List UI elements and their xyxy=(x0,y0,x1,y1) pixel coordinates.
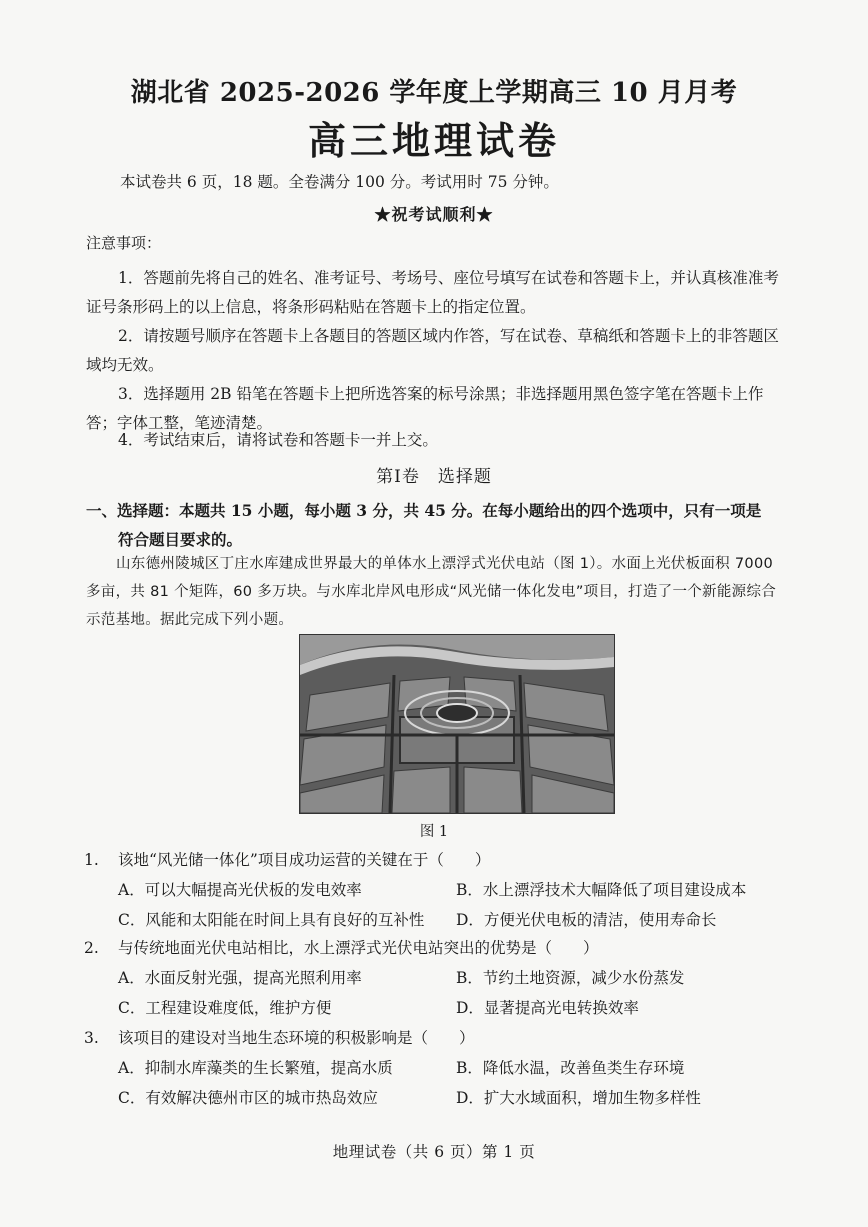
part-instructions-line2: 符合题目要求的。 xyxy=(118,530,243,549)
question-intro: 山东德州陵城区丁庄水库建成世界最大的单体水上漂浮式光伏电站（图 1）。水面上光伏板面积 7000 多亩，共 81 个矩阵，60 多万块。与水库北岸风电形成“风光储一体化发电”项目，打造了一个新能源综合示范基地。据此完成下列小题。 xyxy=(86,556,777,628)
option-3a: A．抑制水库藻类的生长繁殖，提高水质 xyxy=(118,1059,393,1077)
solar-plant-photo xyxy=(299,634,615,814)
question-number: 3. xyxy=(84,1029,99,1047)
question-stem: 该地“风光储一体化”项目成功运营的关键在于（ ） xyxy=(118,851,491,869)
option-2a: A．水面反射光强，提高光照利用率 xyxy=(118,969,362,987)
page-footer: 地理试卷（共 6 页）第 1 页 xyxy=(332,1143,536,1161)
option-2d: D．显著提高光电转换效率 xyxy=(456,999,639,1017)
option-1d: D．方便光伏电板的清洁，使用寿命长 xyxy=(456,911,717,929)
option-1c: C．风能和太阳能在时间上具有良好的互补性 xyxy=(118,911,425,929)
note-item-4: 4．考试结束后，请将试卷和答题卡一并上交。 xyxy=(118,431,438,449)
question-3 xyxy=(84,1026,475,1048)
question-number: 2. xyxy=(84,939,99,957)
question-stem: 该项目的建设对当地生态环境的积极影响是（ ） xyxy=(118,1029,475,1047)
option-1a: A．可以大幅提高光伏板的发电效率 xyxy=(118,881,362,899)
part-instructions-line1: 一、选择题：本题共 15 小题，每小题 3 分，共 45 分。在每小题给出的四个选项中，只有一项是 xyxy=(86,501,762,520)
option-3b: B．降低水温，改善鱼类生存环境 xyxy=(456,1059,685,1077)
question-2 xyxy=(84,936,599,958)
question-1 xyxy=(84,848,490,870)
note-item-2: 2．请按题号顺序在答题卡上各题目的答题区域内作答，写在试卷、草稿纸和答题卡上的非答题区域均无效。 xyxy=(86,327,779,374)
option-1b: B．水上漂浮技术大幅降低了项目建设成本 xyxy=(456,881,747,899)
note-item-1: 1．答题前先将自己的姓名、准考证号、考场号、座位号填写在试卷和答题卡上，并认真核准准考证号条形码上的以上信息，将条形码粘贴在答题卡上的指定位置。 xyxy=(86,269,779,316)
option-3d: D．扩大水域面积，增加生物多样性 xyxy=(456,1089,701,1107)
good-luck-banner: ★祝考试顺利★ xyxy=(374,205,494,224)
exam-info: 本试卷共 6 页，18 题。全卷满分 100 分。考试用时 75 分钟。 xyxy=(120,173,559,191)
part-instructions xyxy=(86,496,790,554)
section-title: 第Ⅰ卷 选择题 xyxy=(376,467,492,487)
option-2b: B．节约土地资源，减少水份蒸发 xyxy=(456,969,685,987)
question-number: 1. xyxy=(84,851,99,869)
note-item-3: 3．选择题用 2B 铅笔在答题卡上把所选答案的标号涂黑；非选择题用黑色签字笔在答题卡上作答；字体工整，笔迹清楚。 xyxy=(86,385,764,432)
question-stem: 与传统地面光伏电站相比，水上漂浮式光伏电站突出的优势是（ ） xyxy=(118,939,599,957)
notes-heading: 注意事项： xyxy=(86,234,162,252)
option-2c: C．工程建设难度低，维护方便 xyxy=(118,999,332,1017)
option-3c: C．有效解决德州市区的城市热岛效应 xyxy=(118,1089,378,1107)
exam-title: 湖北省 2025-2026 学年度上学期高三 10 月月考 xyxy=(130,78,738,108)
exam-subtitle: 高三地理试卷 xyxy=(307,118,560,163)
figure-caption: 图 1 xyxy=(419,824,449,840)
